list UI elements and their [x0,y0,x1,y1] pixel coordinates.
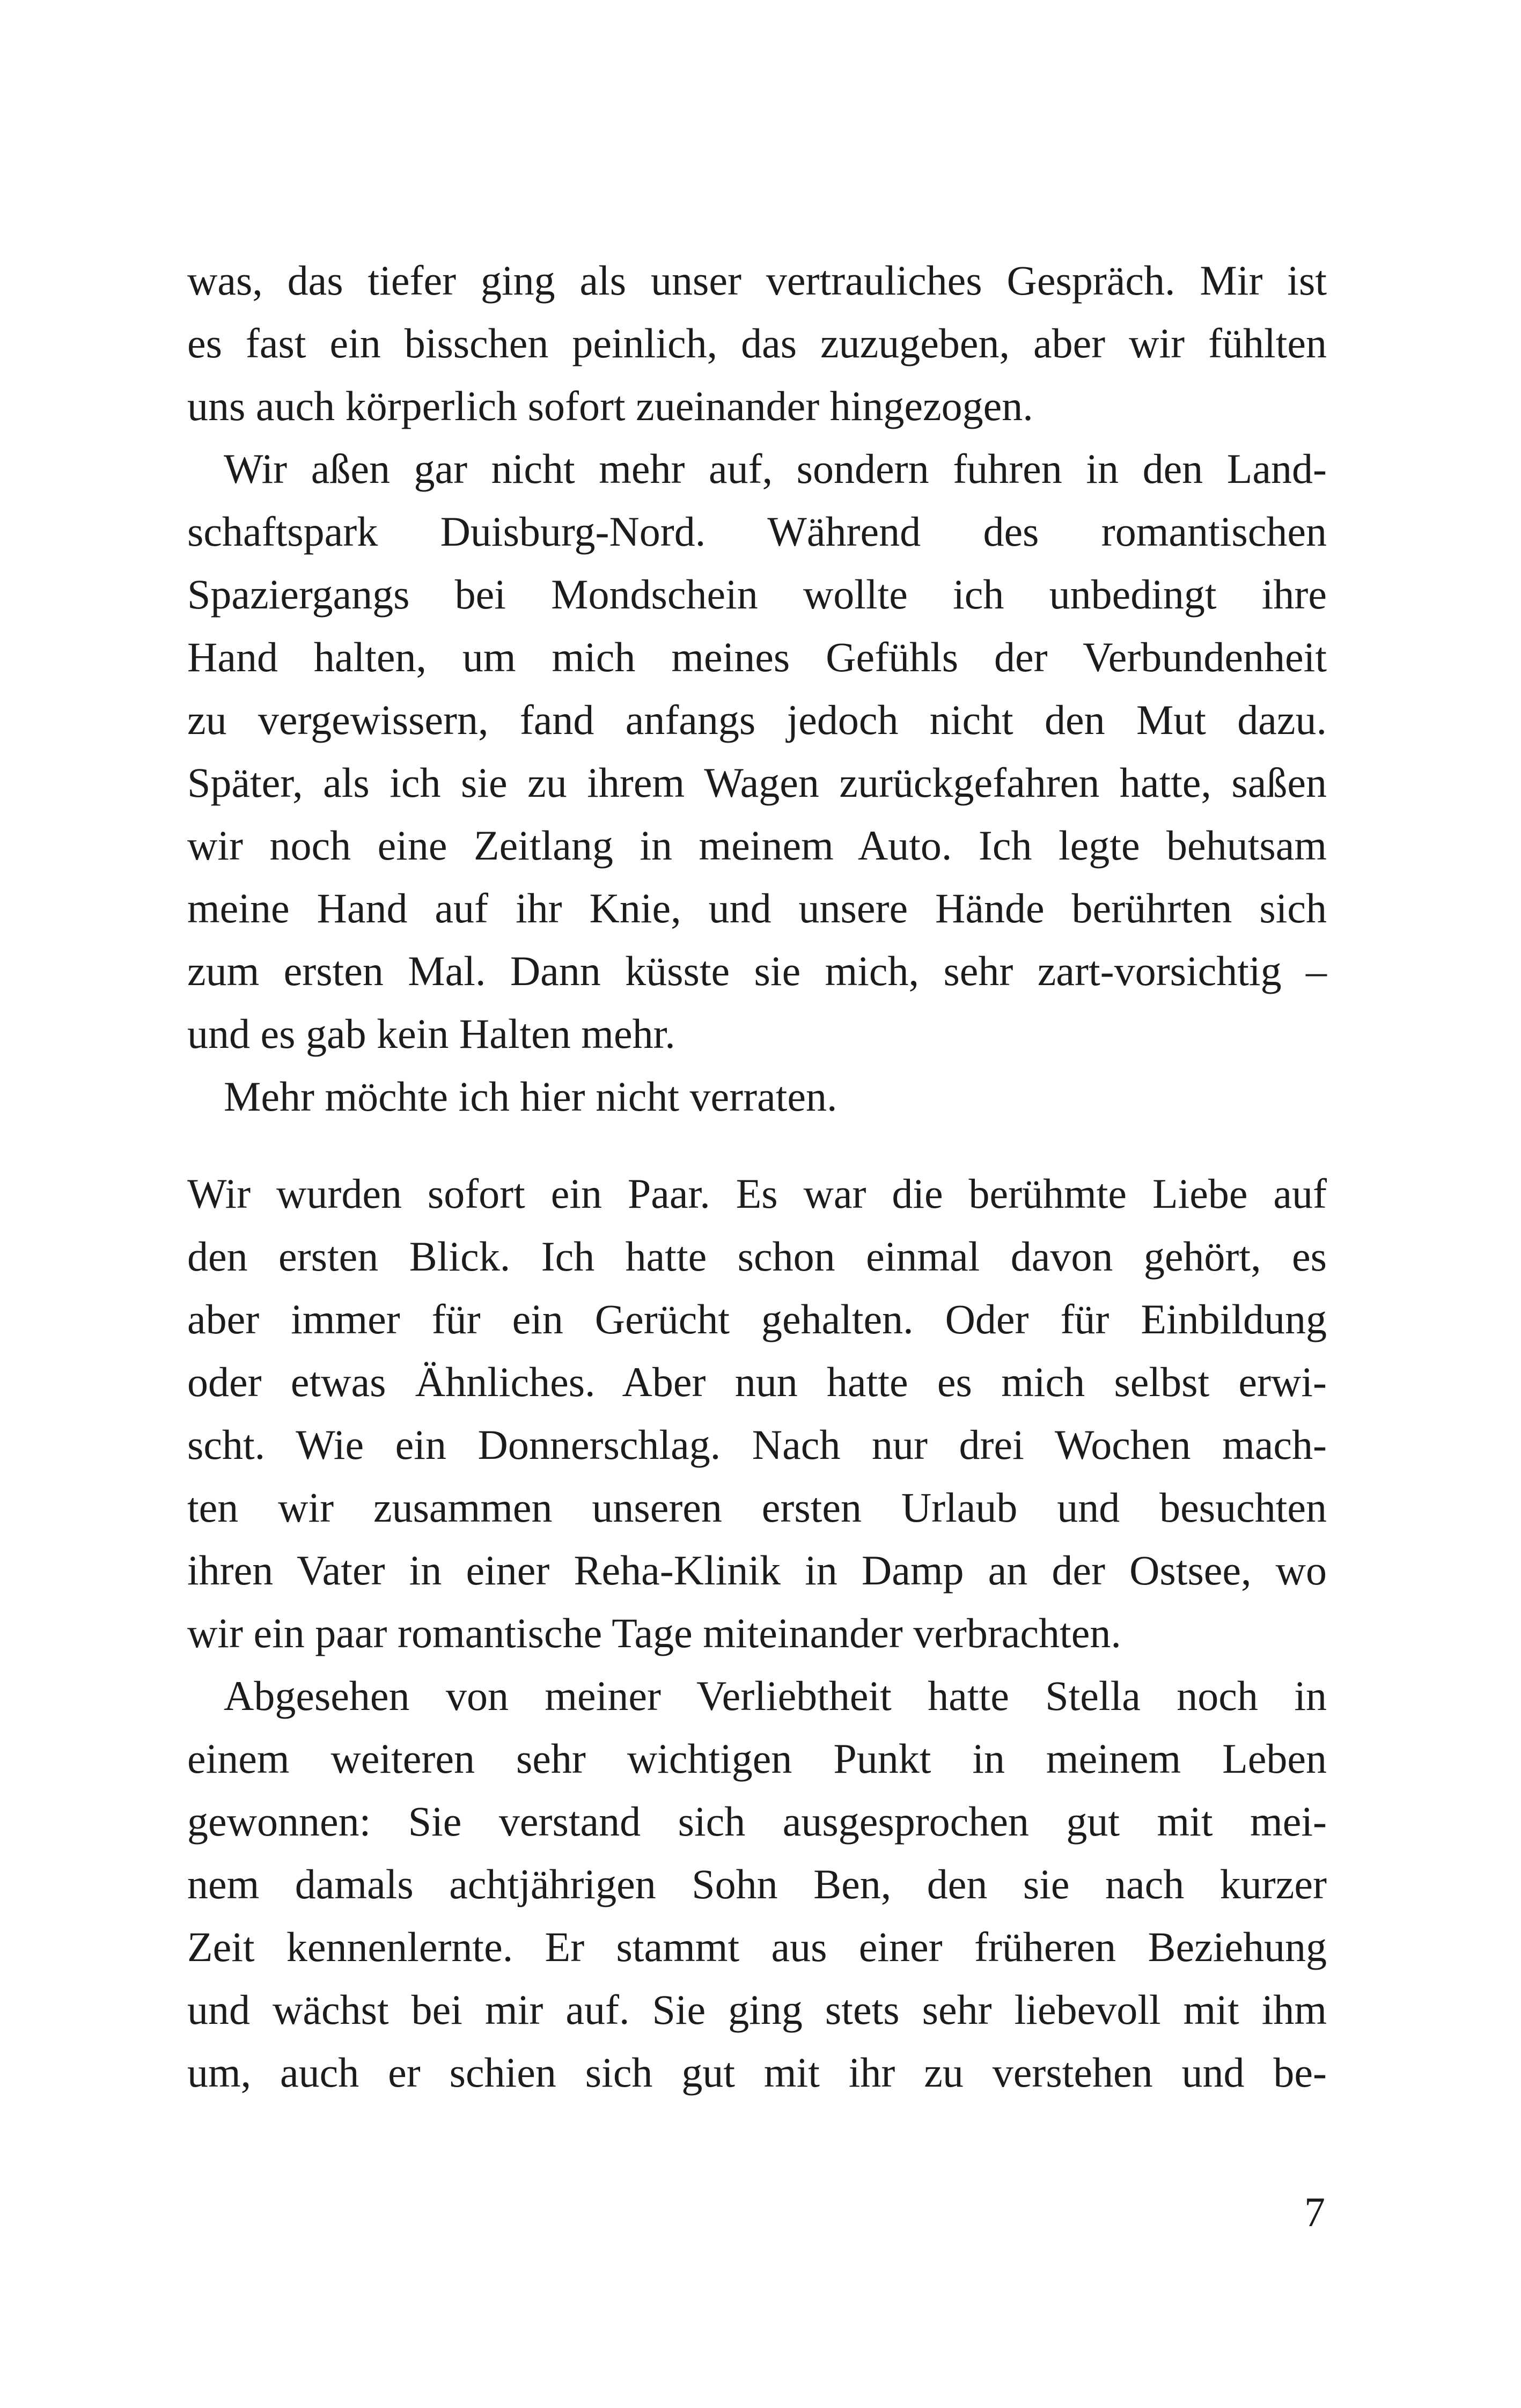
text-line: Zeit kennenlernte. Er stammt aus einer früheren Beziehung [187,1924,1327,1970]
text-line: gewonnen: Sie verstand sich ausgesprochen gut mit mei- [187,1798,1327,1845]
text-section-1 [187,249,1327,1128]
text-line: Spaziergangs bei Mondschein wollte ich unbedingt ihre [187,571,1327,618]
text-line: Mehr möchte ich hier nicht verraten. [224,1073,837,1120]
text-line: uns auch körperlich sofort zueinander hingezogen. [187,383,1033,429]
text-line: Wir wurden sofort ein Paar. Es war die berühmte Liebe auf [187,1170,1327,1217]
text-line: schaftspark Duisburg-Nord. Während des romantischen [187,508,1327,555]
paragraph [187,249,1327,437]
text-line: es fast ein bisschen peinlich, das zuzugeben, aber wir fühlten [187,320,1327,366]
text-line: ihren Vater in einer Reha-Klinik in Damp an der Ostsee, wo [187,1547,1327,1594]
text-line: um, auch er schien sich gut mit ihr zu verstehen und be- [187,2049,1327,2096]
text-line: Später, als ich sie zu ihrem Wagen zurückgefahren hatte, saßen [187,759,1327,806]
text-line: zum ersten Mal. Dann küsste sie mich, sehr zart-vorsichtig – [187,948,1327,994]
text-line: aber immer für ein Gerücht gehalten. Oder für Einbildung [187,1296,1327,1342]
text-line: scht. Wie ein Donnerschlag. Nach nur drei Wochen mach- [187,1421,1327,1468]
text-line: oder etwas Ähnliches. Aber nun hatte es mich selbst erwi- [187,1359,1327,1405]
page-number: 7 [1304,2189,1325,2235]
paragraph [187,1664,1327,2104]
text-line: wir noch eine Zeitlang in meinem Auto. Ich legte behutsam [187,822,1327,869]
text-line: meine Hand auf ihr Knie, und unsere Hände berührten sich [187,885,1327,931]
text-line: Abgesehen von meiner Verliebtheit hatte Stella noch in [224,1672,1327,1719]
text-line: Hand halten, um mich meines Gefühls der Verbundenheit [187,634,1327,680]
text-section-2 [187,1162,1327,2104]
paragraph [187,1065,1327,1128]
text-line: nem damals achtjährigen Sohn Ben, den sie nach kurzer [187,1861,1327,1907]
text-line: den ersten Blick. Ich hatte schon einmal davon gehört, es [187,1233,1327,1280]
text-line: wir ein paar romantische Tage miteinander verbrachten. [187,1610,1121,1656]
text-line: einem weiteren sehr wichtigen Punkt in meinem Leben [187,1735,1327,1782]
paragraph [187,1162,1327,1664]
text-line: zu vergewissern, fand anfangs jedoch nicht den Mut dazu. [187,696,1327,743]
text-line: und wächst bei mir auf. Sie ging stets sehr liebevoll mit ihm [187,1986,1327,2033]
text-line: und es gab kein Halten mehr. [187,1010,675,1057]
text-line: ten wir zusammen unseren ersten Urlaub und besuchten [187,1484,1327,1531]
text-line: Wir aßen gar nicht mehr auf, sondern fuhren in den Land- [224,445,1327,492]
paragraph [187,437,1327,1065]
text-line: was, das tiefer ging als unser vertrauliches Gespräch. Mir ist [187,257,1327,304]
